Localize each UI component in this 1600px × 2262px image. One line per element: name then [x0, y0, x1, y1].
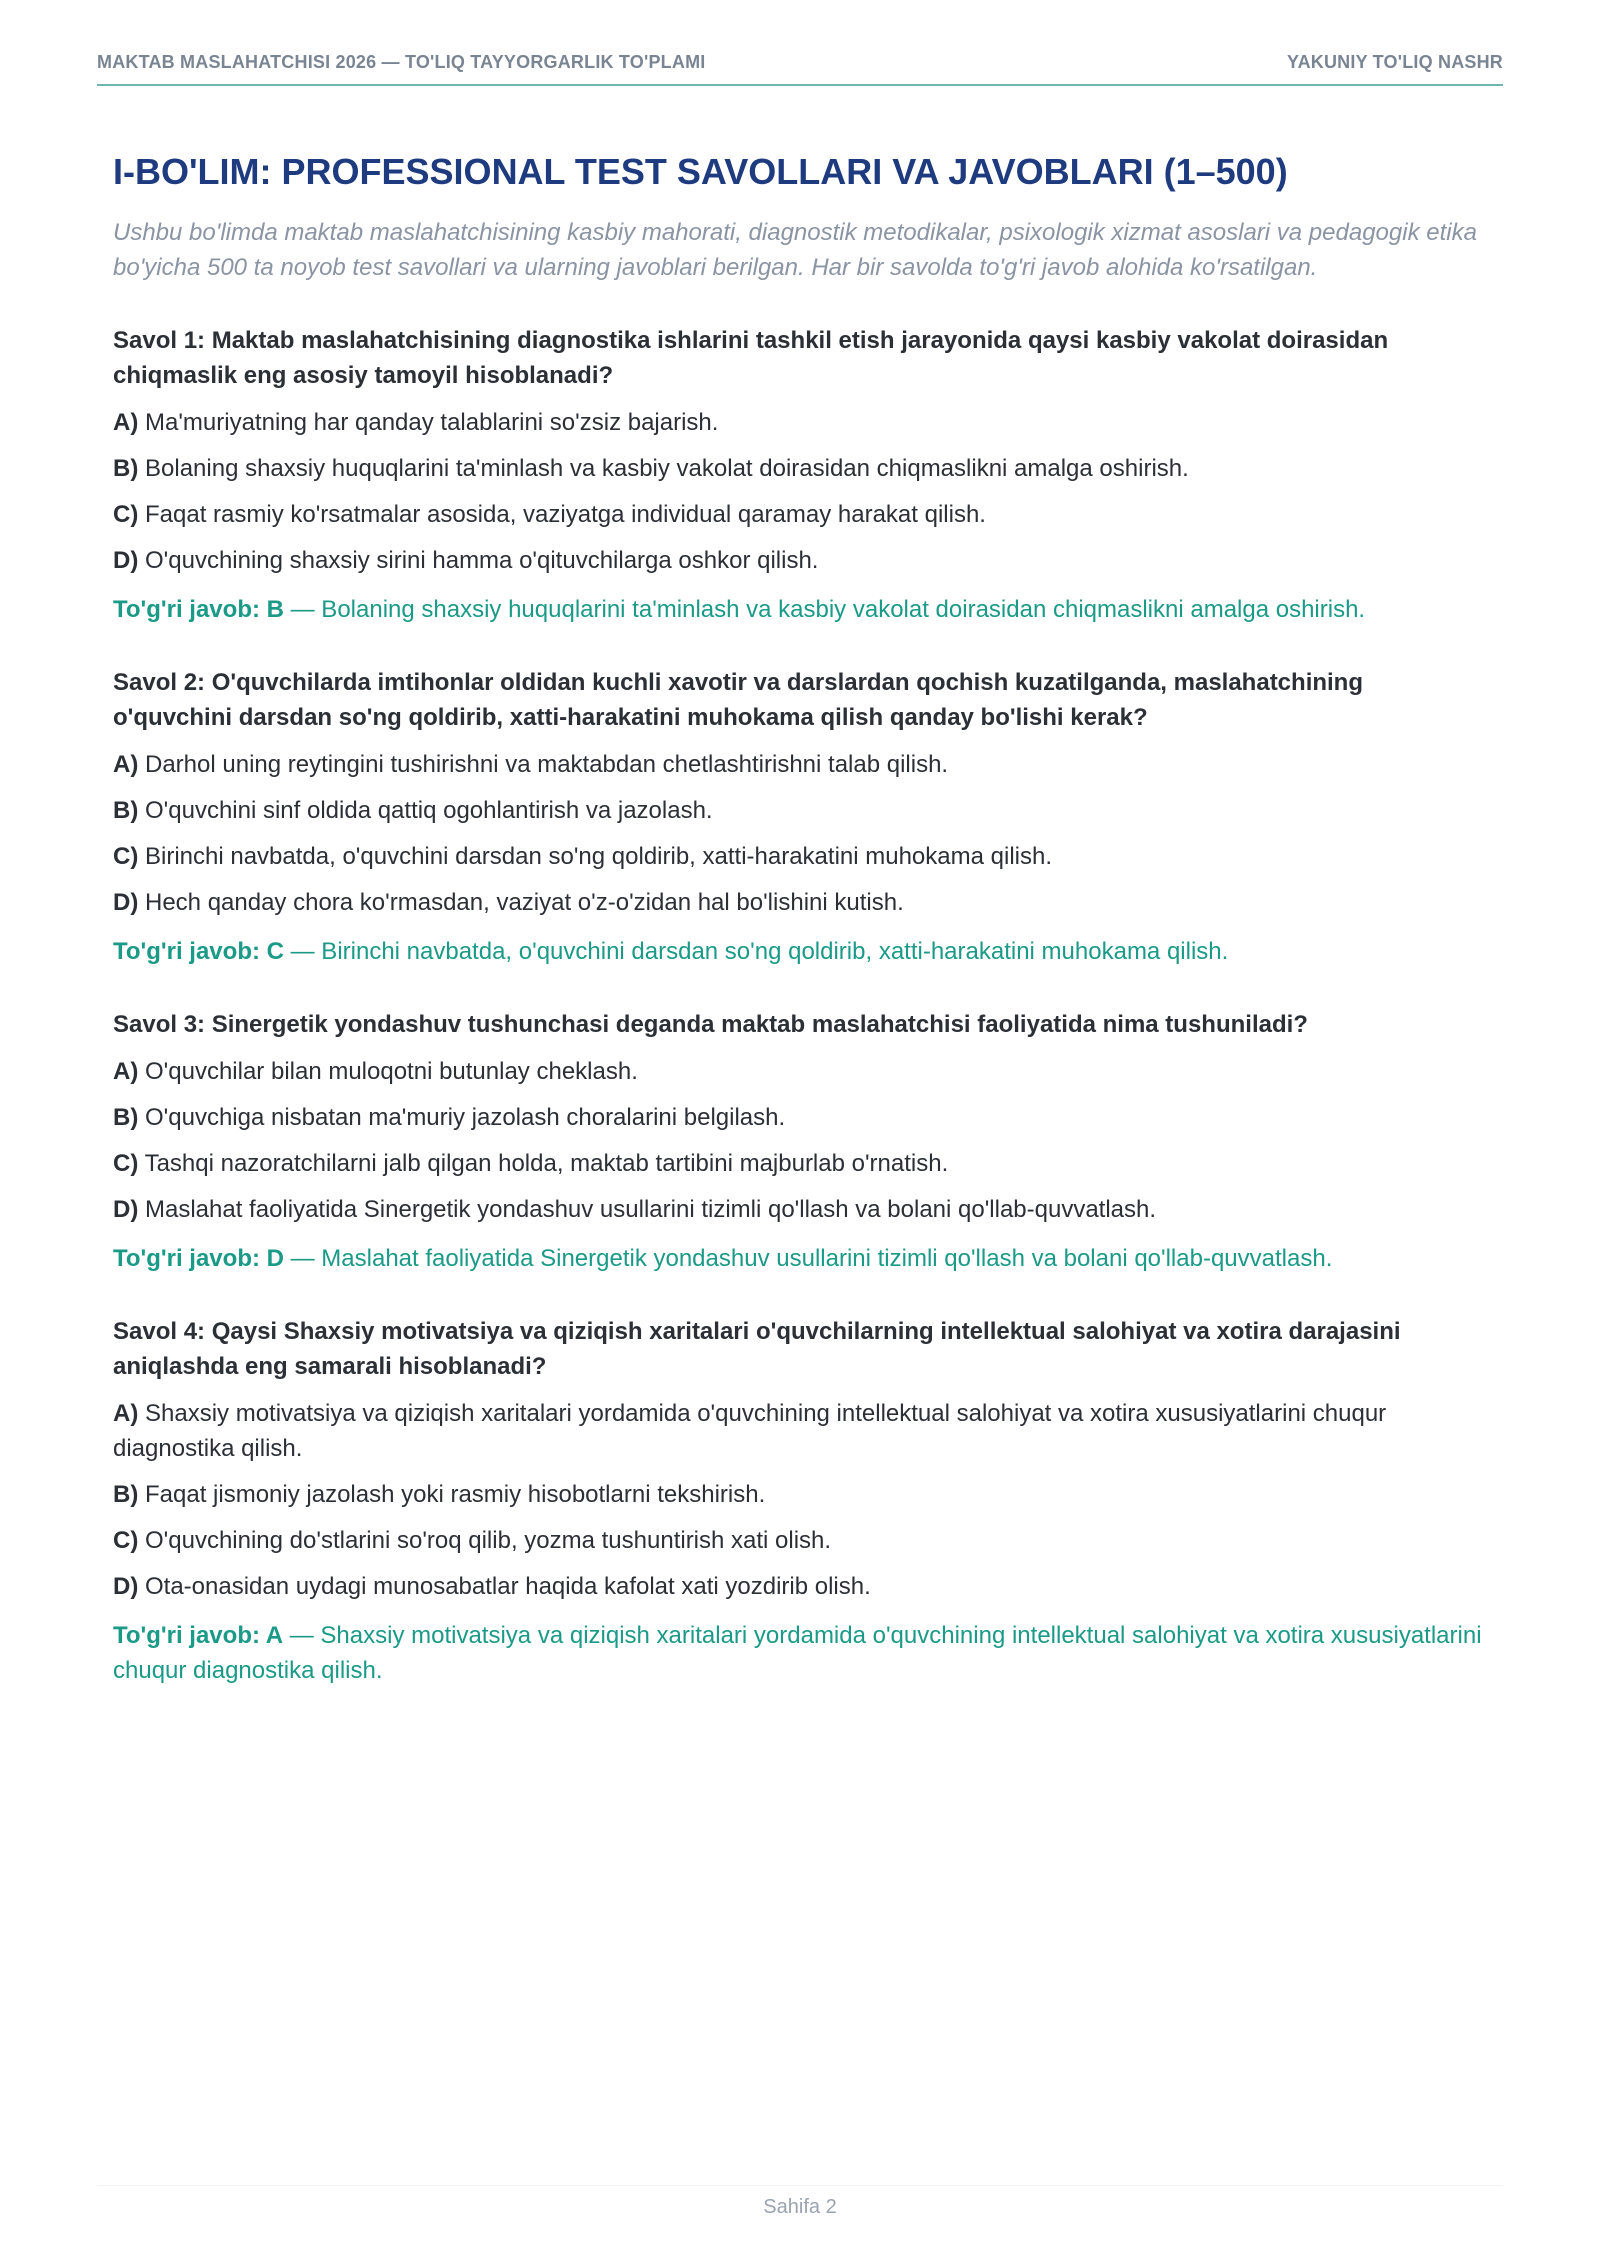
option-text: Tashqi nazoratchilarni jalb qilgan holda, maktab tartibini majburlab o'rnatish. — [144, 1150, 949, 1178]
correct-answer — [113, 592, 1487, 627]
answer-text: — Birinchi navbatda, o'quvchini darsdan so'ng qoldirib, xatti-harakatini muhokama qilish. — [290, 938, 1229, 966]
answer-text: — Maslahat faoliyatida Sinergetik yondashuv usullarini tizimli qo'llash va bolani qo'llab-quvvatlash. — [290, 1245, 1333, 1273]
option-letter: A) — [113, 751, 139, 779]
option-c — [113, 839, 1487, 874]
option-letter: D) — [113, 1196, 139, 1224]
question-text: Savol 4: Qaysi Shaxsiy motivatsiya va qiziqish xaritalari o'quvchilarning intellektual salohiyat va xotira darajasini aniqlashda eng samarali hisoblanadi? — [113, 1318, 1401, 1381]
option-c — [113, 1523, 1487, 1558]
option-letter: A) — [113, 409, 139, 437]
answer-label: To'g'ri javob: B — [113, 596, 284, 624]
option-letter: A) — [113, 1400, 139, 1428]
option-a — [113, 747, 1487, 782]
option-b — [113, 793, 1487, 828]
option-text: Faqat rasmiy ko'rsatmalar asosida, vaziyatga individual qaramay harakat qilish. — [145, 501, 986, 529]
section-intro: Ushbu bo'limda maktab maslahatchisining kasbiy mahorati, diagnostik metodikalar, psixologik xizmat asoslari va pedagogik etika bo'yicha 500 ta noyob test savollari va ularning javoblari berilgan. Har bir savolda to'g'ri javob alohida ko'rsatilgan. — [113, 219, 1477, 282]
section-title: I-BO'LIM: PROFESSIONAL TEST SAVOLLARI VA JAVOBLARI (1–500) — [113, 151, 1288, 192]
question-1 — [113, 323, 1487, 627]
option-a — [113, 1054, 1487, 1089]
option-letter: A) — [113, 1058, 139, 1086]
header-edition-label: YAKUNIY TO'LIQ NASHR — [1287, 52, 1503, 72]
page-number: Sahifa 2 — [763, 2196, 837, 2218]
option-letter: C) — [113, 1527, 139, 1555]
option-text: O'quvchining shaxsiy sirini hamma o'qituvchilarga oshkor qilish. — [145, 547, 819, 575]
correct-answer — [113, 934, 1487, 969]
correct-answer — [113, 1241, 1487, 1276]
option-text: O'quvchilar bilan muloqotni butunlay cheklash. — [145, 1058, 638, 1086]
option-b — [113, 451, 1487, 486]
option-text: O'quvchining do'stlarini so'roq qilib, yozma tushuntirish xati olish. — [145, 1527, 832, 1555]
option-d — [113, 543, 1487, 578]
question-4 — [113, 1314, 1487, 1688]
question-text: Savol 1: Maktab maslahatchisining diagnostika ishlarini tashkil etish jarayonida qaysi kasbiy vakolat doirasidan chiqmaslik eng asosiy tamoyil hisoblanadi? — [113, 327, 1389, 390]
footer-divider — [97, 2185, 1503, 2186]
option-a — [113, 1396, 1487, 1466]
option-d — [113, 1569, 1487, 1604]
page-content — [113, 150, 1487, 1726]
option-text: Hech qanday chora ko'rmasdan, vaziyat o'z-o'zidan hal bo'lishini kutish. — [145, 889, 904, 917]
option-text: Ma'muriyatning har qanday talablarini so'zsiz bajarish. — [145, 409, 719, 437]
option-letter: B) — [113, 797, 139, 825]
option-c — [113, 497, 1487, 532]
option-letter: D) — [113, 1573, 139, 1601]
question-2 — [113, 665, 1487, 969]
option-text: Birinchi navbatda, o'quvchini darsdan so'ng qoldirib, xatti-harakatini muhokama qilish. — [145, 843, 1052, 871]
option-b — [113, 1477, 1487, 1512]
option-a — [113, 405, 1487, 440]
question-text: Savol 3: Sinergetik yondashuv tushunchasi deganda maktab maslahatchisi faoliyatida nima tushuniladi? — [113, 1011, 1308, 1039]
question-text: Savol 2: O'quvchilarda imtihonlar oldidan kuchli xavotir va darslardan qochish kuzatilganda, maslahatchining o'quvchini darsdan so'ng qoldirib, xatti-harakatini muhokama qilish qanday bo'lishi kerak? — [113, 669, 1364, 732]
correct-answer — [113, 1618, 1487, 1688]
answer-label: To'g'ri javob: C — [113, 938, 284, 966]
option-text: Shaxsiy motivatsiya va qiziqish xaritalari yordamida o'quvchining intellektual salohiyat va xotira xususiyatlarini chuqur diagnostika qilish. — [113, 1400, 1387, 1463]
option-letter: C) — [113, 501, 139, 529]
question-3 — [113, 1007, 1487, 1276]
option-letter: D) — [113, 889, 139, 917]
option-letter: B) — [113, 1104, 139, 1132]
option-d — [113, 885, 1487, 920]
option-text: Ota-onasidan uydagi munosabatlar haqida kafolat xati yozdirib olish. — [145, 1573, 871, 1601]
option-b — [113, 1100, 1487, 1135]
answer-label: To'g'ri javob: A — [113, 1622, 284, 1650]
option-letter: C) — [113, 1150, 139, 1178]
answer-label: To'g'ri javob: D — [113, 1245, 284, 1273]
option-letter: C) — [113, 843, 139, 871]
header-document-title: MAKTAB MASLAHATCHISI 2026 — TO'LIQ TAYYORGARLIK TO'PLAMI — [97, 52, 706, 72]
option-c — [113, 1146, 1487, 1181]
answer-text: — Shaxsiy motivatsiya va qiziqish xaritalari yordamida o'quvchining intellektual salohiyat va xotira xususiyatlarini chuqur diagnostika qilish. — [113, 1622, 1482, 1685]
option-text: Faqat jismoniy jazolash yoki rasmiy hisobotlarni tekshirish. — [145, 1481, 766, 1509]
option-d — [113, 1192, 1487, 1227]
option-text: Bolaning shaxsiy huquqlarini ta'minlash va kasbiy vakolat doirasidan chiqmaslikni amalga oshirish. — [145, 455, 1189, 483]
page-header — [97, 52, 1503, 86]
option-text: Maslahat faoliyatida Sinergetik yondashuv usullarini tizimli qo'llash va bolani qo'llab-quvvatlash. — [145, 1196, 1157, 1224]
answer-text: — Bolaning shaxsiy huquqlarini ta'minlash va kasbiy vakolat doirasidan chiqmaslikni amalga oshirish. — [290, 596, 1366, 624]
option-text: O'quvchiga nisbatan ma'muriy jazolash choralarini belgilash. — [145, 1104, 786, 1132]
option-letter: D) — [113, 547, 139, 575]
option-text: O'quvchini sinf oldida qattiq ogohlantirish va jazolash. — [145, 797, 713, 825]
option-text: Darhol uning reytingini tushirishni va maktabdan chetlashtirishni talab qilish. — [145, 751, 949, 779]
option-letter: B) — [113, 455, 139, 483]
option-letter: B) — [113, 1481, 139, 1509]
